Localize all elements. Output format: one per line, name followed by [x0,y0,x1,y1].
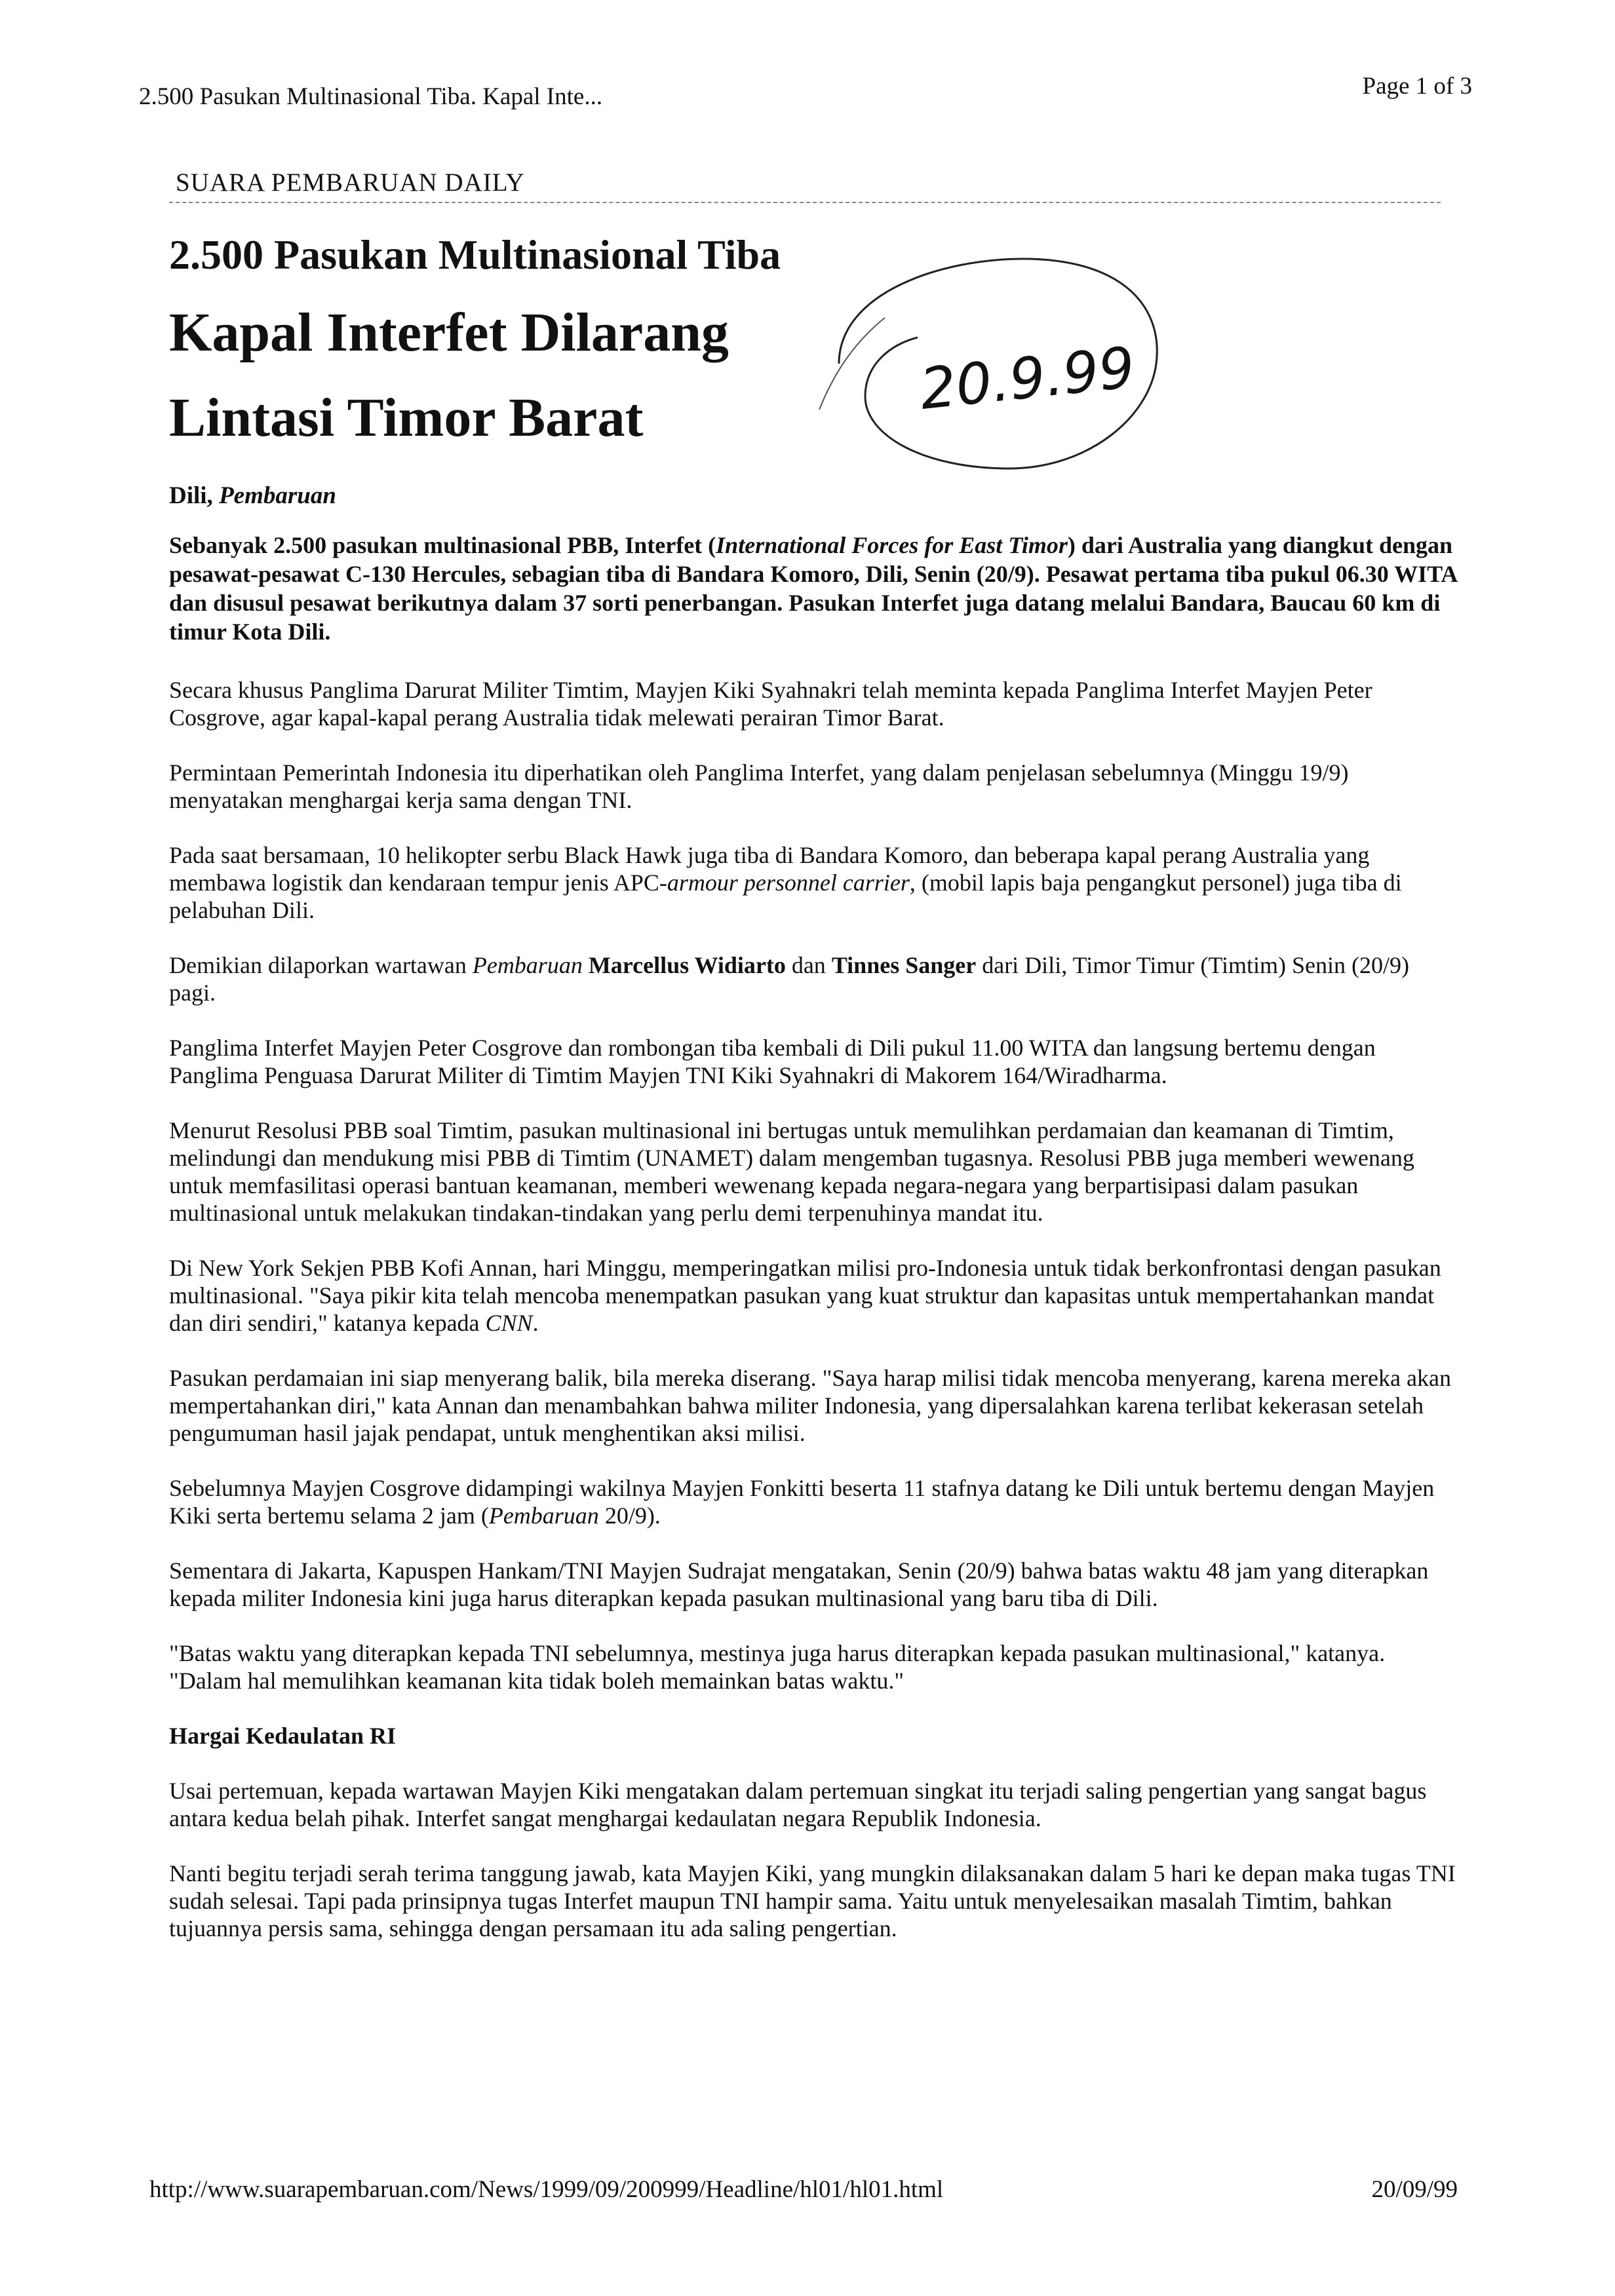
reporter-name: Tinnes Sanger [831,952,977,978]
paragraph-text: . [532,1310,539,1336]
lead-italic: International Forces for East Timor [716,532,1068,558]
paragraph [169,1254,1460,1337]
paragraph: "Batas waktu yang diterapkan kepada TNI sebelumnya, mestinya juga harus diterapkan kepada pasukan multinasional," katanya. "Dalam hal memulihkan keamanan kita tidak boleh memainkan batas waktu." [169,1640,1386,1694]
paragraph-text: Pada saat bersamaan, 10 helikopter serbu Black Hawk juga tiba di Bandara Komoro, dan beberapa kapal perang Australia yang membawa logistik dan kendaraan tempur jenis APC- [169,842,1370,896]
section-subheading: Hargai Kedaulatan RI [169,1723,397,1749]
paragraph [169,951,1460,1006]
dateline-publication: Pembaruan [219,482,336,509]
dateline [169,482,336,510]
paragraph: Pasukan perdamaian ini siap menyerang balik, bila mereka diserang. "Saya harap milisi tidak mencoba menyerang, karena mereka akan mempertahankan diri," kata Annan dan menambahkan bahwa militer Indonesia, yang dipersalahkan karena terlibat kekerasan setelah pengumuman hasil jajak pendapat, untuk menghentikan aksi milisi. [169,1365,1451,1446]
paragraph-text: , (mobil lapis baja pengangkut personel) juga tiba di pelabuhan Dili. [169,870,1402,923]
source-divider [169,202,1441,203]
lead-text: Sebanyak 2.500 pasukan multinasional PBB, Interfet ( [169,532,716,558]
print-header-title: 2.500 Pasukan Multinasional Tiba. Kapal Inte... [139,83,603,110]
dateline-place: Dili, [169,482,220,509]
publication-name: SUARA PEMBARUAN DAILY [176,168,525,197]
paragraph: Nanti begitu terjadi serah terima tanggung jawab, kata Mayjen Kiki, yang mungkin dilaksanakan dalam 5 hari ke depan maka tugas TNI sudah selesai. Tapi pada prinsipnya tugas Interfet maupun TNI hampir sama. Yaitu untuk menyelesaikan masalah Timtim, bahkan tujuannya persis sama, sehingga dengan persamaan itu ada saling pengertian. [169,1860,1456,1942]
paragraph [169,1474,1460,1529]
paragraph-text: dari Dili, Timor Timur (Timtim) Senin (20/9) pagi. [169,952,1410,1006]
paragraph: Usai pertemuan, kepada wartawan Mayjen Kiki mengatakan dalam pertemuan singkat itu terjadi saling pengertian yang sangat bagus antara kedua belah pihak. Interfet sangat menghargai kedaulatan negara Republik Indonesia. [169,1778,1427,1831]
headline-line-1: Kapal Interfet Dilarang [169,302,729,363]
reporter-name: Marcellus Widiarto [588,952,786,978]
paragraph-italic: armour personnel carrier [667,870,910,896]
paragraph-text: Di New York Sekjen PBB Kofi Annan, hari Minggu, memperingatkan milisi pro-Indonesia untuk tidak berkonfrontasi dengan pasukan multinasional. "Saya pikir kita telah mencoba menempatkan pasukan yang kuat struktur dan kapasitas untuk mempertahankan mandat dan diri sendiri," katanya kepada [169,1255,1441,1336]
lead-text: ) dari Australia yang diangkut dengan pesawat-pesawat C-130 Hercules, sebagian tiba di Bandara Komoro, Dili, Senin (20/9). Pesawat pertama tiba pukul 06.30 WITA dan disusul pesawat berikutnya dalam 37 sorti penerbangan. Pasukan Interfet juga datang melalui Bandara, Baucau 60 km di timur Kota Dili. [169,532,1457,645]
paragraph: Secara khusus Panglima Darurat Militer Timtim, Mayjen Kiki Syahnakri telah meminta kepada Panglima Interfet Mayjen Peter Cosgrove, agar kapal-kapal perang Australia tidak melewati perairan Timor Barat. [169,677,1372,731]
lead-paragraph [169,531,1467,646]
article-body [169,676,1460,1970]
footer-print-date: 20/09/99 [1371,2176,1458,2203]
paragraph-text: Sebelumnya Mayjen Cosgrove didampingi wakilnya Mayjen Fonkitti beserta 11 stafnya datang ke Dili untuk bertemu dengan Mayjen Kiki serta bertemu selama 2 jam ( [169,1475,1435,1529]
paragraph: Permintaan Pemerintah Indonesia itu diperhatikan oleh Panglima Interfet, yang dalam penjelasan sebelumnya (Minggu 19/9) menyatakan menghargai kerja sama dengan TNI. [169,759,1349,813]
handwritten-date-annotation [813,246,1180,482]
article-kicker: 2.500 Pasukan Multinasional Tiba [169,231,781,278]
handwritten-date-text: 20.9.99 [917,335,1138,423]
page-number: Page 1 of 3 [1362,73,1472,100]
paragraph [169,841,1460,924]
paragraph-text: dan [785,952,832,978]
paragraph: Sementara di Jakarta, Kapuspen Hankam/TNI Mayjen Sudrajat mengatakan, Senin (20/9) bahwa batas waktu 48 jam yang diterapkan kepada militer Indonesia kini juga harus diterapkan kepada pasukan multinasional yang baru tiba di Dili. [169,1558,1429,1611]
paragraph-italic: CNN [485,1310,533,1336]
paragraph-text: 20/9). [598,1502,661,1529]
paragraph: Menurut Resolusi PBB soal Timtim, pasukan multinasional ini bertugas untuk memulihkan perdamaian dan keamanan di Timtim, melindungi dan mendukung misi PBB di Timtim (UNAMET) dalam mengemban tugasnya. Resolusi PBB juga memberi wewenang untuk memfasilitasi operasi bantuan keamanan, memberi wewenang kepada negara-negara yang berpartisipasi dalam pasukan multinasional untuk melakukan tindakan-tindakan yang perlu demi terpenuhinya mandat itu. [169,1117,1414,1226]
footer-url: http://www.suarapembaruan.com/News/1999/09/200999/Headline/hl01/hl01.html [149,2176,944,2203]
paragraph-italic: Pembaruan [488,1502,599,1529]
headline-line-2: Lintasi Timor Barat [169,387,644,448]
paragraph-text [583,952,589,978]
paragraph: Panglima Interfet Mayjen Peter Cosgrove dan rombongan tiba kembali di Dili pukul 11.00 WITA dan langsung bertemu dengan Panglima Penguasa Darurat Militer di Timtim Mayjen TNI Kiki Syahnakri di Makorem 164/Wiradharma. [169,1035,1376,1088]
paragraph-italic: Pembaruan [472,952,583,978]
paragraph-text: Demikian dilaporkan wartawan [169,952,473,978]
